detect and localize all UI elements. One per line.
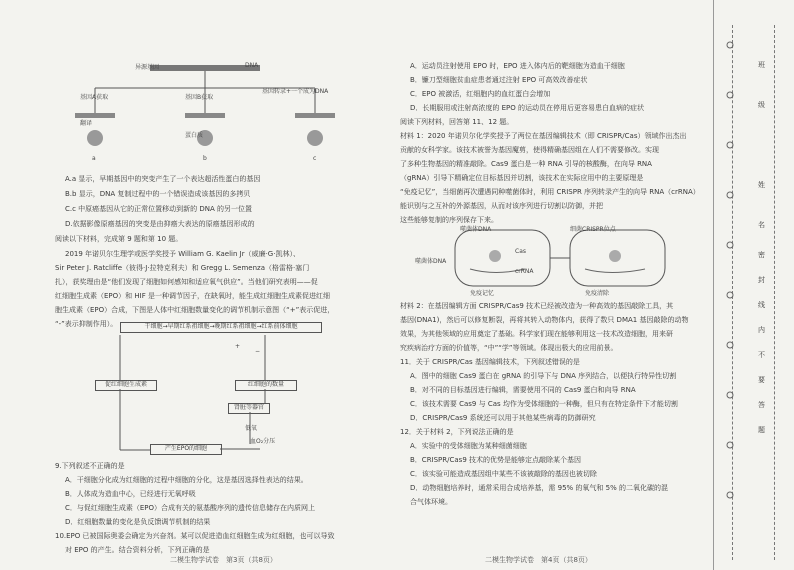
reading-instruction-2: 阅读下列材料，回答第 11、12 题。 <box>400 118 514 126</box>
material1-line-2: 贡献的女科学家。该技术被誉为基因魔剪，使得精确基因组在人们不需要修改。实现 <box>400 146 659 154</box>
crispr-crrna: crRNA <box>515 268 534 275</box>
side-char-4: 密 <box>758 251 765 259</box>
side-char-6: 线 <box>758 301 765 309</box>
fig-label-a: 基因A获取 <box>80 94 109 101</box>
material1-line-1: 材料 1：2020 年诺贝尔化学奖授予了两位在基因编辑技术（即 CRISPR/Cas）领域作出杰出 <box>400 132 687 140</box>
reading-instruction: 阅读以下材料，完成第 9 题和第 10 题。 <box>55 235 183 243</box>
epo-cell-box: 产生EPO的细胞 <box>150 444 222 455</box>
q12-option-d-cont: 合气体环境。 <box>410 498 452 506</box>
binding-circles <box>725 30 735 540</box>
q10-stem-2: 对 EPO 的产生。结合资料分析，下列正确的是 <box>65 546 210 554</box>
panel-a: a <box>92 155 96 162</box>
fig-label-hetero: 异源基因 <box>135 64 160 71</box>
q12-option-b: B．CRISPR/Cas9 技术的优势是能够定点敲除某个基因 <box>410 456 582 464</box>
crispr-cas: Cas <box>515 248 526 255</box>
material1-line-4: （gRNA）引导下精确定位目标基因并切割，该技术在实际应用中的主要原理是 <box>400 174 644 182</box>
panel-b: b <box>203 155 207 162</box>
material1-line-7: 这些能够复制的序列保存下来。 <box>400 216 498 224</box>
q8-option-d: D.依据影像原癌基因的突变是由抑癌大表达的原癌基因形成的 <box>65 220 255 228</box>
side-char-1: 级 <box>758 101 765 109</box>
material-line-3: 扎），获奖理由是“他们发现了细胞如何感知和适应氧气供应”。当他们研究表明——促 <box>55 278 318 286</box>
q9-option-d: D．红细胞数量的变化是负反馈调节机制的结果 <box>65 518 211 526</box>
material1-line-3: 了多种生物基因的精准敲除。Cas9 蛋白是一种 RNA 引导的核酸酶，在向导 RNA <box>400 160 652 168</box>
fig-label-b: 基因B获取 <box>185 94 214 101</box>
left-footer: 二模生物学试卷 第3页（共8页） <box>170 556 277 564</box>
panel-c: c <box>313 155 317 162</box>
q10-stem-1: 10.EPO 已被国际奥委会确定为兴奋剂。某可以促进造血红细胞生成为红细胞，也可以导致 <box>55 532 335 540</box>
material2-line-1: 材料 2：在基因编辑方面 CRISPR/Cas9 技术已经被改造为一种高效的基因敲除工具，其 <box>400 302 674 310</box>
minus-sign: − <box>255 348 261 355</box>
q12-option-a: A．实验中的受体细胞为某种细菌细胞 <box>410 442 527 450</box>
kidney-box: 肾脏等器官 <box>228 403 270 414</box>
promote-rbc-box: 促红细胞生成素 <box>95 380 157 391</box>
q8-option-c: C.c 中原癌基因从它的正常位置移动到新的 DNA 的另一位置 <box>65 205 253 213</box>
q10-option-d: D．长期服用或注射高浓度的 EPO 的运动员在停用后更容易患白血病的症状 <box>410 104 644 112</box>
material1-line-5: “免疫记忆”，当细菌再次遭遇同种噬菌体时，利用 CRISPR 序列转录产生的向导 RNA（crRNA） <box>400 188 700 196</box>
q9-option-a: A．干细胞分化成为红细胞的过程中细胞的分化，这是基因选择性表达的结果。 <box>65 476 308 484</box>
seal-line-2 <box>774 25 775 560</box>
side-char-3: 名 <box>758 221 765 229</box>
gene-diagram <box>55 58 355 163</box>
q12-option-c: C．该实验可能造成基因组中某些不该被敲除的基因也被切除 <box>410 470 597 478</box>
material-line-4: 红细胞生成素（EPO）和 HIF 是一种调节因子，在缺氧时，能生成红细胞生成素促进红细 <box>55 292 330 300</box>
side-char-10: 答 <box>758 401 765 409</box>
side-char-7: 内 <box>758 326 765 334</box>
q8-option-b: B.b 显示，DNA 复制过程中的一个错误造成该基因的多拷贝 <box>65 190 251 198</box>
side-char-11: 题 <box>758 426 765 434</box>
side-char-8: 不 <box>758 351 765 359</box>
q9-option-b: B．人体成为造血中心，已经进行无氧呼吸 <box>65 490 196 498</box>
crispr-immune-memory: 免疫记忆 <box>470 290 495 297</box>
material1-line-6: 能识别与之互补的外源基因，从而对该序列进行切割以防御，并把 <box>400 202 603 210</box>
material2-line-4: 究疾病治疗方面的价值等，“中”“学”等领域。体现出极大的应用前景。 <box>400 344 618 352</box>
material2-line-2: 基因(DNA1)，然后可以修复断裂，再将其转入动物体内，获得了数只 DMA1 基因敲除的动物 <box>400 316 689 324</box>
crispr-diagram <box>435 224 675 292</box>
material2-line-3: 效果，为其他领域的应用奠定了基础。科学家们现在能够利用这一技术改造细胞，用来研 <box>400 330 673 338</box>
q9-stem: 9.下列叙述不正确的是 <box>55 462 125 470</box>
crispr-left-label: 噬菌体DNA <box>415 258 447 265</box>
crispr-title-2: 细菌CRISPR位点 <box>570 226 616 233</box>
hypoxia-label: 低氧 <box>245 425 258 432</box>
side-char-5: 封 <box>758 276 765 284</box>
material-line-2: Sir Peter J. Ratcliffe（彼得·J·拉特克利夫）和 Gregg L. Semenza（格雷格·塞门 <box>55 264 310 272</box>
q10-option-c: C．EPO 被激活，红细胞内的血红蛋白会增加 <box>410 90 551 98</box>
q10-option-b: B．镰刀型细胞贫血症患者通过注射 EPO 可高效改善症状 <box>410 76 588 84</box>
fig-label-dna: DNA <box>245 62 259 69</box>
material-line-5: 胞生成素（EPO）合成，下图是人体中红细胞数量变化的调节机制示意图（“+”表示促进， <box>55 306 335 314</box>
right-footer: 二模生物学试卷 第4页（共8页） <box>485 556 592 564</box>
q11-option-c: C．该技术需要 Cas9 与 Cas 均作为受体细胞的一种酶，但只有在特定条件下才能切割 <box>410 400 678 408</box>
fig-label-translate: 翻译 <box>80 120 93 127</box>
q10-option-a: A．运动员注射使用 EPO 时，EPO 进入体内后的靶细胞为造血干细胞 <box>410 62 625 70</box>
q12-stem: 12．关于材料 2，下列说法正确的是 <box>400 428 514 436</box>
material-line-6: “-”表示抑制作用）。 <box>55 320 118 328</box>
q11-option-d: D．CRISPR/Cas9 系统还可以用于其他某些病毒的防御研究 <box>410 414 596 422</box>
cell-lineage-box: 干细胞→早期红系祖细胞→晚期红系祖细胞→红系前体细胞 <box>120 322 322 333</box>
side-char-2: 姓 <box>758 181 765 189</box>
q11-option-a: A．图中的细胞 Cas9 蛋白在 gRNA 的引导下与 DNA 序列结合，以便执行特异性切割 <box>410 372 677 380</box>
material-line-1: 2019 年诺贝尔生理学或医学奖授予 William G. Kaelin Jr（威廉·G·凯林）、 <box>65 250 300 258</box>
side-char-9: 要 <box>758 376 765 384</box>
crispr-immune-clear: 免疫清除 <box>585 290 610 297</box>
epo-arrows <box>90 330 320 460</box>
oxygen-label: 血O₂分压 <box>250 438 276 445</box>
fig-label-c: 基因转录+一个成为DNA <box>262 88 329 95</box>
side-char-0: 班 <box>758 61 765 69</box>
q11-option-b: B．对不同的目标基因进行编辑，需要使用不同的 Cas9 蛋白和向导 RNA <box>410 386 636 394</box>
q8-option-a: A.a 显示，早期基因中的突变产生了一个表达超活性蛋白的基因 <box>65 175 261 183</box>
q11-stem: 11．关于 CRISPR/Cas 基因编辑技术，下列叙述错误的是 <box>400 358 580 366</box>
crispr-title-1: 噬菌体DNA <box>460 226 492 233</box>
plus-sign: + <box>235 343 241 350</box>
fig-label-protein: 蛋白质 <box>185 132 204 139</box>
rbc-count-box: 红细胞的数量 <box>235 380 297 391</box>
q12-option-d: D．动物细胞培养时，通常采用合成培养基，需 95% 的氧气和 5% 的二氧化碳的混 <box>410 484 668 492</box>
q9-option-c: C．与促红细胞生成素（EPO）合成有关的氨基酸序列的遗传信息储存在内质网上 <box>65 504 316 512</box>
